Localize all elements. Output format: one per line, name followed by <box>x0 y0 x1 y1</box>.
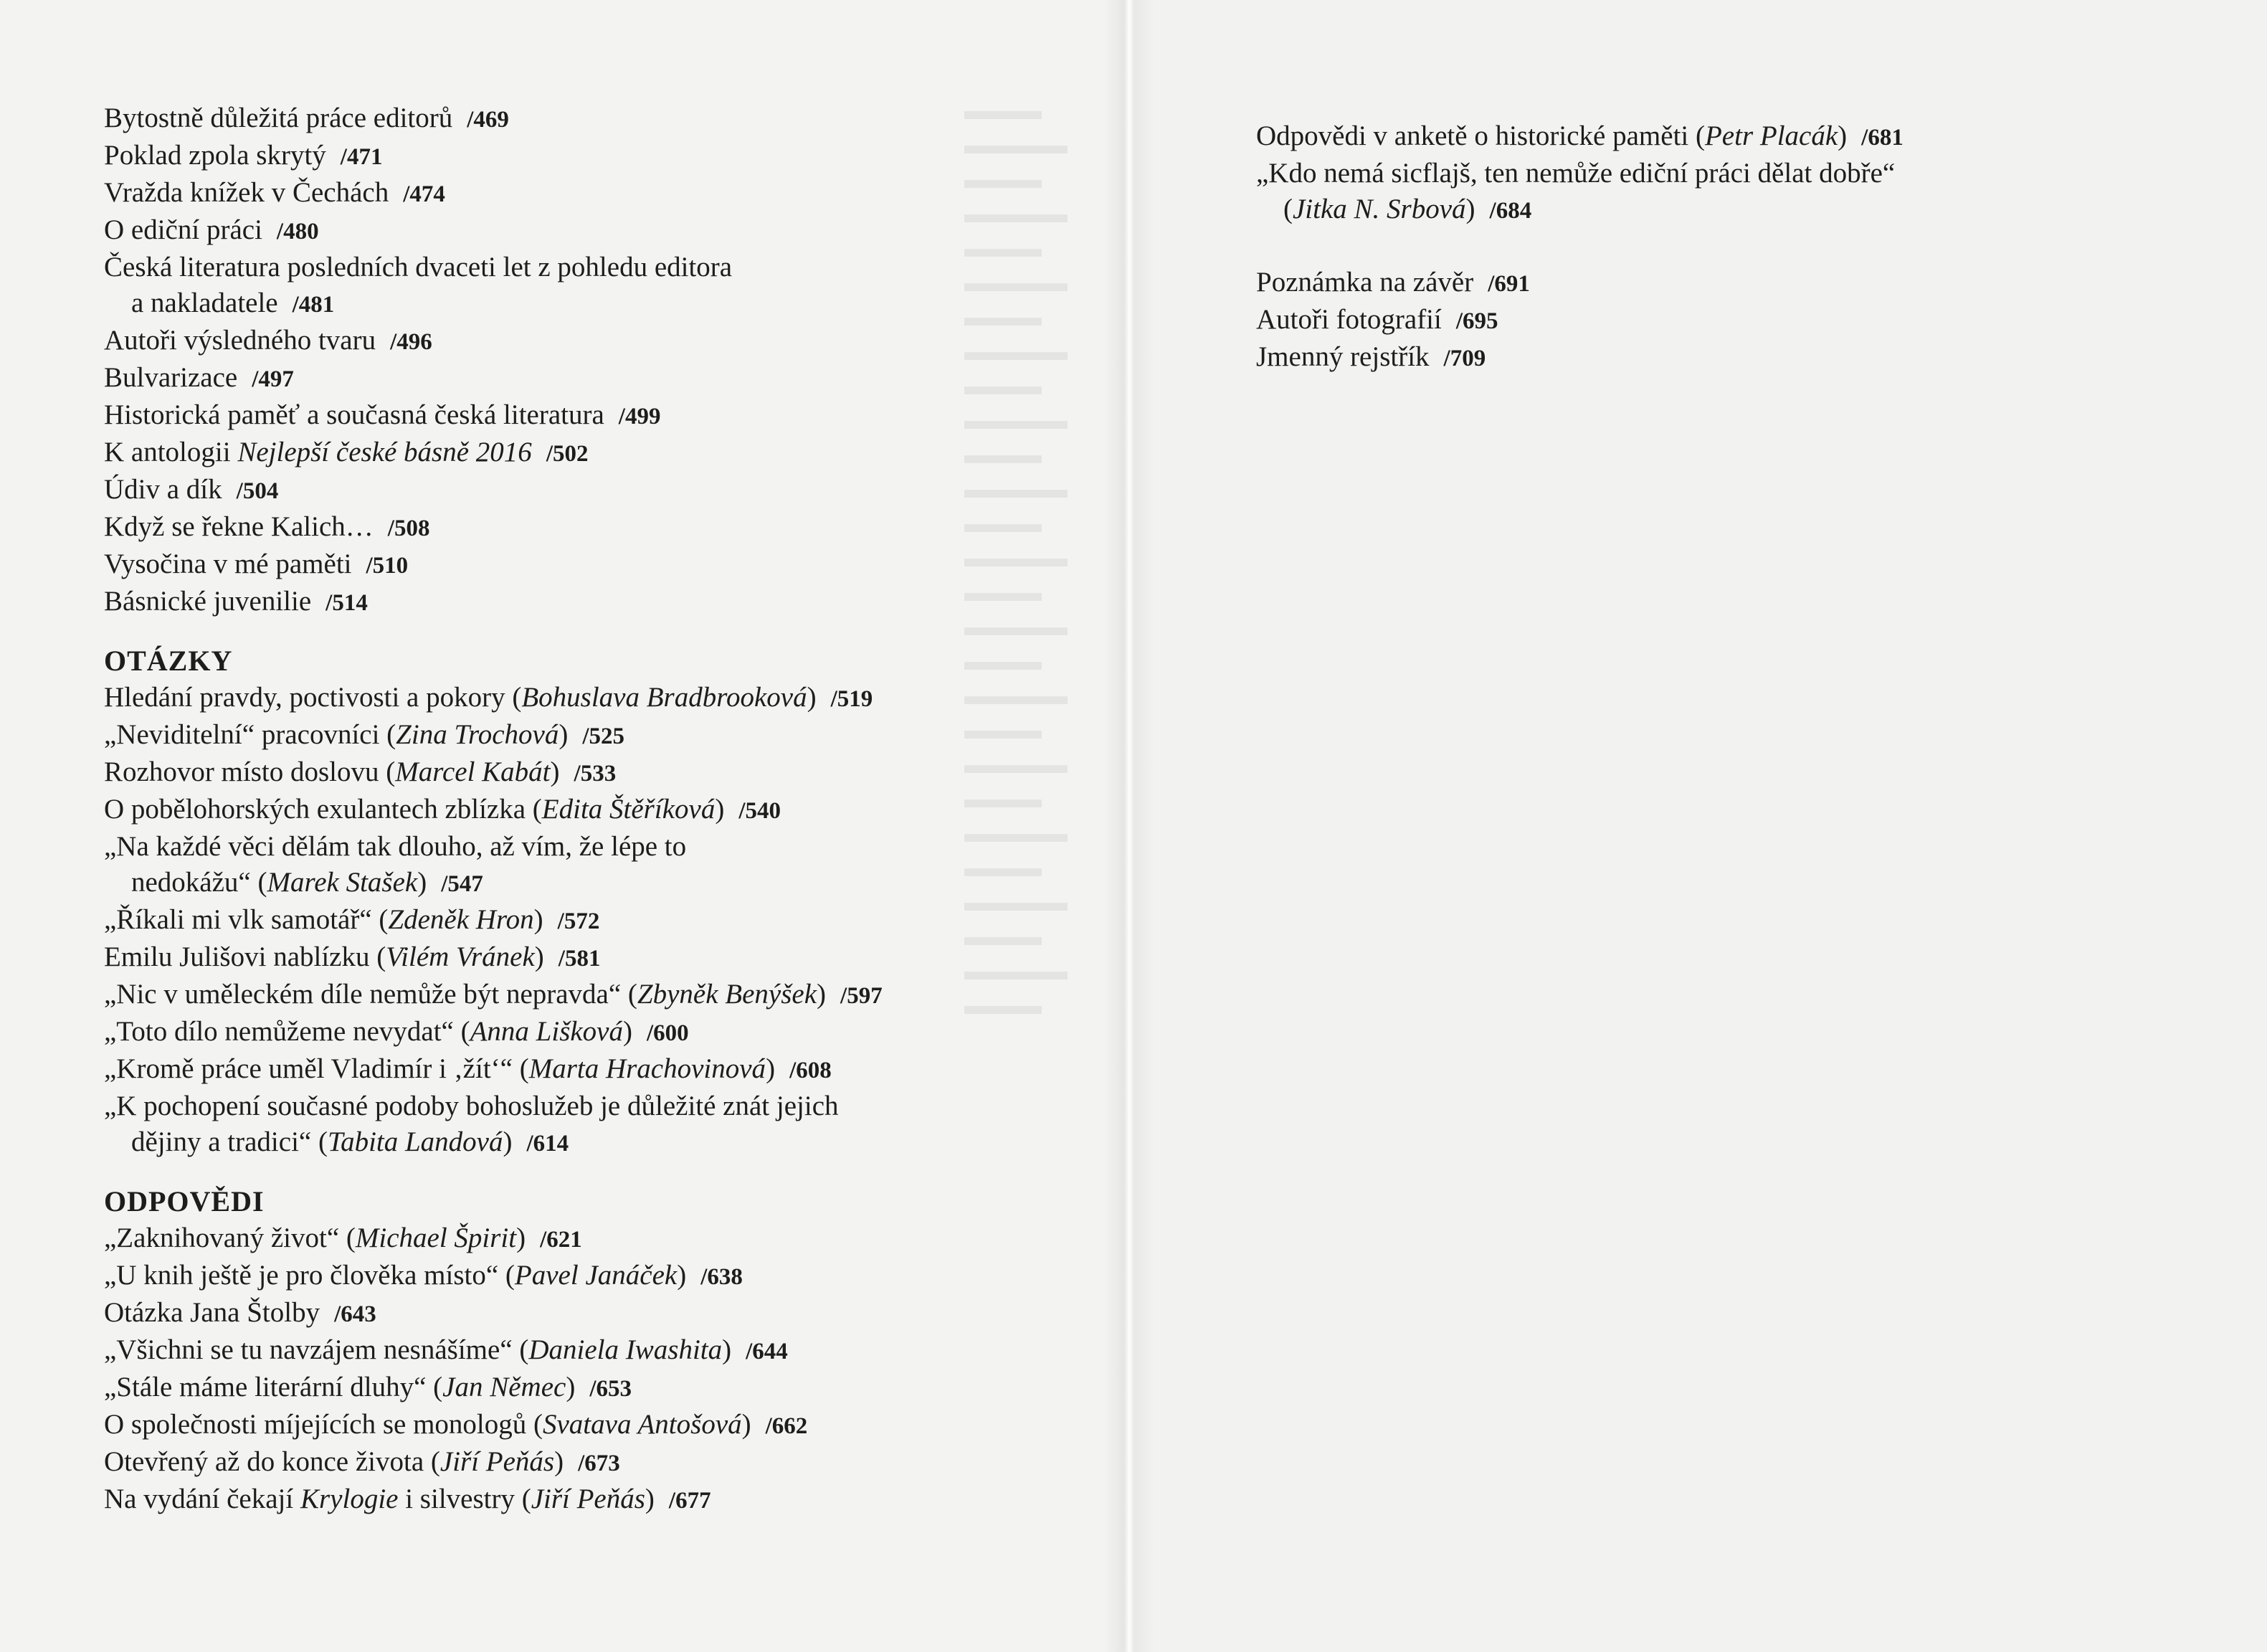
toc-entry <box>104 1258 883 1295</box>
entry-title: ) <box>503 1126 513 1157</box>
entry-title: Na vydání čekají <box>104 1484 300 1514</box>
toc-odpovedi-entries <box>104 1220 883 1519</box>
toc-left <box>104 100 883 1519</box>
page-number: /597 <box>840 983 883 1009</box>
page-number: /581 <box>558 946 601 972</box>
page-number: /638 <box>700 1264 743 1290</box>
entry-title: Historická paměť a současná česká literatura <box>104 399 604 430</box>
toc-entry <box>104 1220 883 1258</box>
entry-title: Hledání pravdy, poctivosti a pokory ( <box>104 682 522 713</box>
entry-author: Krylogie <box>300 1484 399 1514</box>
toc-entry <box>104 1332 883 1369</box>
page-number: /547 <box>441 871 483 897</box>
toc-entry <box>104 472 883 509</box>
spacer <box>1256 229 1904 265</box>
entry-title: ) <box>623 1016 632 1047</box>
page-number: /469 <box>467 107 509 133</box>
entry-title: „U knih ještě je pro člověka místo“ ( <box>104 1260 515 1291</box>
toc-entry <box>1256 191 1904 229</box>
toc-entry <box>104 680 883 717</box>
toc-entry <box>1256 156 1904 191</box>
toc-otazky-entries <box>104 680 883 1162</box>
entry-title: nedokážu“ ( <box>131 867 267 898</box>
entry-title: ) <box>1838 120 1848 151</box>
toc-entry <box>104 100 883 138</box>
entry-title: Poklad zpola skrytý <box>104 140 326 171</box>
toc-entry <box>104 829 883 865</box>
toc-entry <box>104 902 883 939</box>
toc-appendix-entries <box>1256 265 1904 376</box>
entry-title: Odpovědi v anketě o historické paměti ( <box>1256 120 1705 151</box>
page-number: /677 <box>668 1488 711 1514</box>
entry-author: Tabita Landová <box>327 1126 503 1157</box>
entry-title: Autoři výsledného tvaru <box>104 325 376 356</box>
entry-title: dějiny a tradici“ ( <box>131 1126 328 1157</box>
page-number: /525 <box>582 723 625 749</box>
entry-title: „Stále máme literární dluhy“ ( <box>104 1372 443 1402</box>
entry-title: „Neviditelní“ pracovníci ( <box>104 719 396 750</box>
entry-title: K antologii <box>104 437 238 467</box>
toc-entry <box>104 285 883 323</box>
entry-title: Rozhovor místo doslovu ( <box>104 756 396 787</box>
entry-author: Zina Trochová <box>396 719 559 750</box>
page-number: /481 <box>292 292 335 318</box>
page-number: /681 <box>1861 125 1904 151</box>
page-number: /474 <box>403 181 445 207</box>
toc-entry <box>104 397 883 435</box>
entry-title: ) <box>807 682 817 713</box>
page-number: /608 <box>789 1058 832 1083</box>
entry-title: ) <box>715 794 725 825</box>
entry-author: Marta Hrachovinová <box>528 1053 766 1084</box>
page-number: /508 <box>387 516 430 541</box>
page-number: /709 <box>1443 346 1486 371</box>
entry-title: „Říkali mi vlk samotář“ ( <box>104 904 389 935</box>
toc-entry <box>104 1124 883 1162</box>
entry-author: Edita Štěříková <box>541 794 716 825</box>
entry-title: ( <box>1283 194 1293 224</box>
entry-title: Bytostně důležitá práce editorů <box>104 103 453 133</box>
toc-right <box>1256 118 1904 376</box>
entry-author: Jan Němec <box>442 1372 566 1402</box>
toc-entry <box>104 584 883 621</box>
entry-title: Vysočina v mé paměti <box>104 549 352 579</box>
page-number: /519 <box>830 686 873 712</box>
right-page <box>1118 0 2267 1652</box>
entry-title: „Toto dílo nemůžeme nevydat“ ( <box>104 1016 470 1047</box>
page-number: /504 <box>236 478 279 504</box>
entry-title: ) <box>566 1372 576 1402</box>
entry-title: „Nic v uměleckém díle nemůže být nepravda“ ( <box>104 979 637 1010</box>
entry-title: Autoři fotografií <box>1256 304 1442 335</box>
page-number: /497 <box>252 366 294 392</box>
entry-author: Petr Placák <box>1704 120 1838 151</box>
page-number: /499 <box>618 404 661 429</box>
page-number: /514 <box>325 590 368 616</box>
page-number: /572 <box>557 908 600 934</box>
entry-author: Jitka N. Srbová <box>1293 194 1466 224</box>
toc-entry <box>1256 339 1904 376</box>
entry-title: Otázka Jana Štolby <box>104 1297 320 1328</box>
toc-entry <box>1256 265 1904 302</box>
toc-entry <box>104 1295 883 1332</box>
entry-title: O ediční práci <box>104 214 262 245</box>
page-number: /695 <box>1455 308 1498 334</box>
entry-title: ) <box>417 867 427 898</box>
toc-entry <box>104 138 883 175</box>
toc-entry <box>104 435 883 472</box>
entry-title: ) <box>559 719 569 750</box>
entry-author: Michael Špirit <box>355 1223 517 1253</box>
toc-entry <box>104 509 883 546</box>
entry-title: ) <box>817 979 827 1010</box>
entry-title: Když se řekne Kalich… <box>104 511 374 542</box>
entry-author: Vilém Vránek <box>386 941 535 972</box>
entry-title: ) <box>766 1053 776 1084</box>
entry-title: ) <box>534 941 544 972</box>
entry-title: „Kromě práce uměl Vladimír i ‚žít‘“ ( <box>104 1053 529 1084</box>
entry-title: O společnosti míjejících se monologů ( <box>104 1409 543 1440</box>
show-through-text: ▬▬▬ ▬▬▬▬ ▬▬▬ ▬▬▬▬ ▬▬▬ ▬▬▬▬ ▬▬▬ ▬▬▬▬ ▬▬▬ ▬▬▬▬ ▬▬▬ ▬▬▬▬ ▬▬▬ ▬▬▬▬ ▬▬▬ ▬▬▬▬ ▬▬▬ ▬▬▬▬ ▬▬▬ ▬▬▬▬ ▬▬▬ ▬▬▬▬ ▬▬▬ ▬▬▬▬ ▬▬▬ ▬▬▬▬ ▬▬▬ <box>964 96 1068 1020</box>
entry-title: Bulvarizace <box>104 362 238 393</box>
entry-author: Svatava Antošová <box>542 1409 742 1440</box>
page-number: /691 <box>1488 271 1530 297</box>
section-heading-odpovedi: ODPOVĚDI <box>104 1185 265 1217</box>
page-number: /614 <box>526 1131 569 1157</box>
toc-entry <box>104 792 883 829</box>
toc-entry <box>104 250 883 285</box>
page-number: /684 <box>1489 198 1532 224</box>
left-page <box>0 0 1118 1652</box>
page-number: /540 <box>738 798 781 824</box>
entry-author: Zbyněk Benýšek <box>637 979 817 1010</box>
entry-title: ) <box>550 756 560 787</box>
entry-title: „Na každé věci dělám tak dlouho, až vím, že lépe to <box>104 831 687 862</box>
toc-entry <box>104 1088 883 1124</box>
entry-author: Daniela Iwashita <box>528 1334 723 1365</box>
entry-author: Zdeněk Hron <box>388 904 534 935</box>
entry-title: Poznámka na závěr <box>1256 267 1474 298</box>
page-number: /480 <box>276 219 319 245</box>
toc-entry <box>104 1481 883 1519</box>
entry-title: Emilu Julišovi nablízku ( <box>104 941 386 972</box>
entry-title: ) <box>533 904 543 935</box>
page-number: /643 <box>334 1301 376 1327</box>
entry-title: ) <box>554 1446 564 1477</box>
toc-entry <box>104 865 883 902</box>
toc-entry <box>104 1407 883 1444</box>
page-number: /673 <box>578 1451 620 1476</box>
entry-title: Jmenný rejstřík <box>1256 341 1430 372</box>
entry-title: ) <box>1465 194 1475 224</box>
entry-title: „K pochopení současné podoby bohoslužeb je důležité znát jejich <box>104 1091 839 1121</box>
page-number: /600 <box>647 1020 689 1046</box>
book-gutter <box>1104 0 1154 1652</box>
toc-entry <box>1256 118 1904 156</box>
page-number: /496 <box>390 329 432 355</box>
toc-entry <box>104 175 883 212</box>
page-number: /471 <box>340 144 383 170</box>
entry-title: O pobělohorských exulantech zblízka ( <box>104 794 542 825</box>
entry-title: i silvestry ( <box>398 1484 531 1514</box>
toc-entry <box>104 546 883 584</box>
entry-author: Bohuslava Bradbrooková <box>521 682 807 713</box>
entry-author: Anna Lišková <box>470 1016 623 1047</box>
toc-entry <box>104 1444 883 1481</box>
toc-entry <box>104 754 883 792</box>
entry-title: ) <box>741 1409 751 1440</box>
toc-entry <box>1256 302 1904 339</box>
page-number: /533 <box>574 761 617 787</box>
page-number: /510 <box>366 553 409 579</box>
toc-entry <box>104 360 883 397</box>
entry-title: ) <box>722 1334 732 1365</box>
entry-title: Údiv a dík <box>104 474 222 505</box>
page-number: /653 <box>589 1376 632 1402</box>
toc-entry <box>104 1369 883 1407</box>
page-number: /662 <box>765 1413 808 1439</box>
entry-title: a nakladatele <box>131 288 278 318</box>
entry-title: „Všichni se tu navzájem nesnášíme“ ( <box>104 1334 529 1365</box>
entry-title: ) <box>516 1223 526 1253</box>
toc-entry <box>104 939 883 977</box>
toc-entry <box>104 717 883 754</box>
page-number: /644 <box>746 1339 788 1364</box>
entry-author: Jiří Peňás <box>439 1446 555 1477</box>
page-number: /502 <box>546 441 589 467</box>
entry-title: ) <box>645 1484 655 1514</box>
section-heading-otazky: OTÁZKY <box>104 645 233 677</box>
entry-title: ) <box>677 1260 687 1291</box>
toc-left-entries <box>104 100 883 621</box>
entry-author: Marcel Kabát <box>395 756 551 787</box>
entry-author: Jiří Peňás <box>531 1484 645 1514</box>
toc-entry <box>104 323 883 360</box>
page-number: /621 <box>540 1227 582 1253</box>
entry-author: Nejlepší české básně 2016 <box>237 437 532 467</box>
toc-entry <box>104 212 883 250</box>
entry-title: Česká literatura posledních dvaceti let z pohledu editora <box>104 252 733 283</box>
toc-entry <box>104 1014 883 1051</box>
entry-author: Pavel Janáček <box>514 1260 678 1291</box>
entry-title: Vražda knížek v Čechách <box>104 177 389 208</box>
toc-entry <box>104 977 883 1014</box>
entry-title: „Kdo nemá sicflajš, ten nemůže ediční práci dělat dobře“ <box>1256 158 1896 189</box>
entry-title: Otevřený až do konce života ( <box>104 1446 440 1477</box>
entry-title: „Zaknihovaný život“ ( <box>104 1223 356 1253</box>
entry-title: Básnické juvenilie <box>104 586 312 617</box>
entry-author: Marek Stašek <box>267 867 418 898</box>
toc-entry <box>104 1051 883 1088</box>
toc-right-entries <box>1256 118 1904 229</box>
